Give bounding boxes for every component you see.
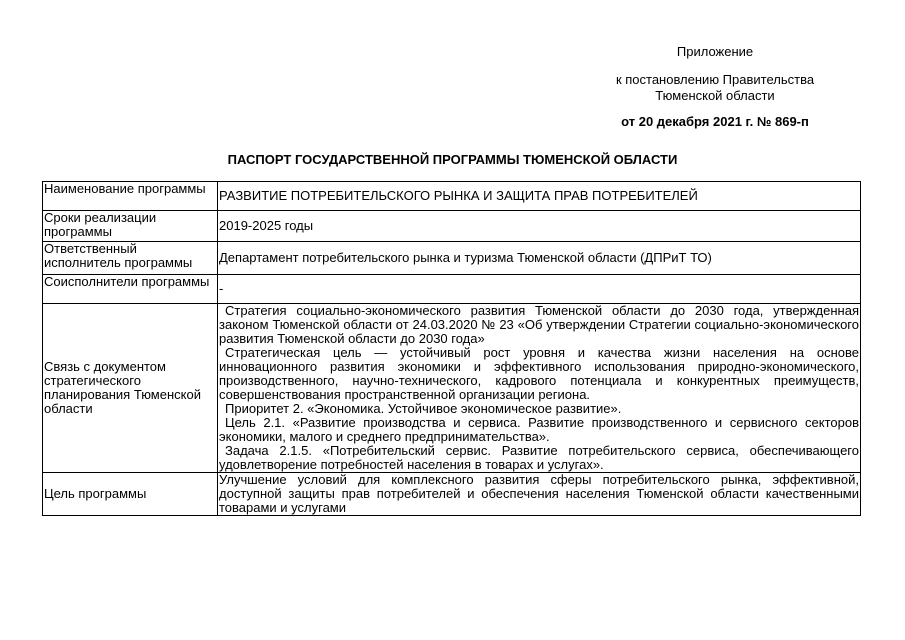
row-value: РАЗВИТИЕ ПОТРЕБИТЕЛЬСКОГО РЫНКА И ЗАЩИТА ПРАВ ПОТРЕБИТЕЛЕЙ <box>218 182 861 211</box>
table-row-program-name <box>43 182 861 211</box>
strategic-goal-paragraph: Стратегическая цель — устойчивый рост уровня и качества жизни населения на основе инновационного развития экономики и эффективного использования природно-экономического, производственного, научно-технического, кадрового потенциала и конкурентных преимуществ, совершенствования пространственной организации региона. <box>219 345 859 402</box>
row-value: - <box>218 275 861 304</box>
table-row-strategy-link <box>43 304 861 473</box>
table-row-program-goal <box>43 473 861 516</box>
row-label: Сроки реализации программы <box>43 211 218 242</box>
task-paragraph: Задача 2.1.5. «Потребительский сервис. Развитие потребительского сервиса, обеспечивающего удовлетворение потребностей населения в товарах и услугах». <box>219 443 859 472</box>
table-row-co-executors <box>43 275 861 304</box>
row-value: 2019-2025 годы <box>218 211 861 242</box>
row-label: Ответственный исполнитель программы <box>43 242 218 275</box>
passport-table <box>42 181 861 516</box>
row-value: Департамент потребительского рынка и туризма Тюменской области (ДПРиТ ТО) <box>218 242 861 275</box>
document-header <box>600 44 830 130</box>
row-label: Связь с документом стратегического планирования Тюменской области <box>43 304 218 473</box>
row-value <box>218 304 861 473</box>
resolution-date-number: от 20 декабря 2021 г. № 869-п <box>621 114 809 129</box>
resolution-line: к постановлению Правительства <box>615 72 815 87</box>
row-label: Наименование программы <box>43 182 218 211</box>
row-label: Цель программы <box>43 473 218 516</box>
appendix-label: Приложение <box>676 44 754 59</box>
document-title: ПАСПОРТ ГОСУДАРСТВЕННОЙ ПРОГРАММЫ ТЮМЕНСКОЙ ОБЛАСТИ <box>227 152 678 167</box>
row-label: Соисполнители программы <box>43 275 218 304</box>
row-value: Улучшение условий для комплексного развития сферы потребительского рынка, эффективной, доступной защиты прав потребителей и обеспечения населения Тюменской области качественными товарами и услугами <box>219 472 859 515</box>
strategy-paragraph: Стратегия социально-экономического развития Тюменской области до 2030 года, утвержденная законом Тюменской области от 24.03.2020 № 23 «Об утверждении Стратегии социально-экономического развития Тюменской области до 2030 года» <box>219 303 859 346</box>
table-row-term <box>43 211 861 242</box>
region-line: Тюменской области <box>655 88 775 103</box>
table-row-responsible <box>43 242 861 275</box>
priority-paragraph: Приоритет 2. «Экономика. Устойчивое экономическое развитие». <box>225 401 622 416</box>
goal-paragraph: Цель 2.1. «Развитие производства и сервиса. Развитие производственного и сервисного секторов экономики, малого и среднего предпринимательства». <box>219 415 859 444</box>
